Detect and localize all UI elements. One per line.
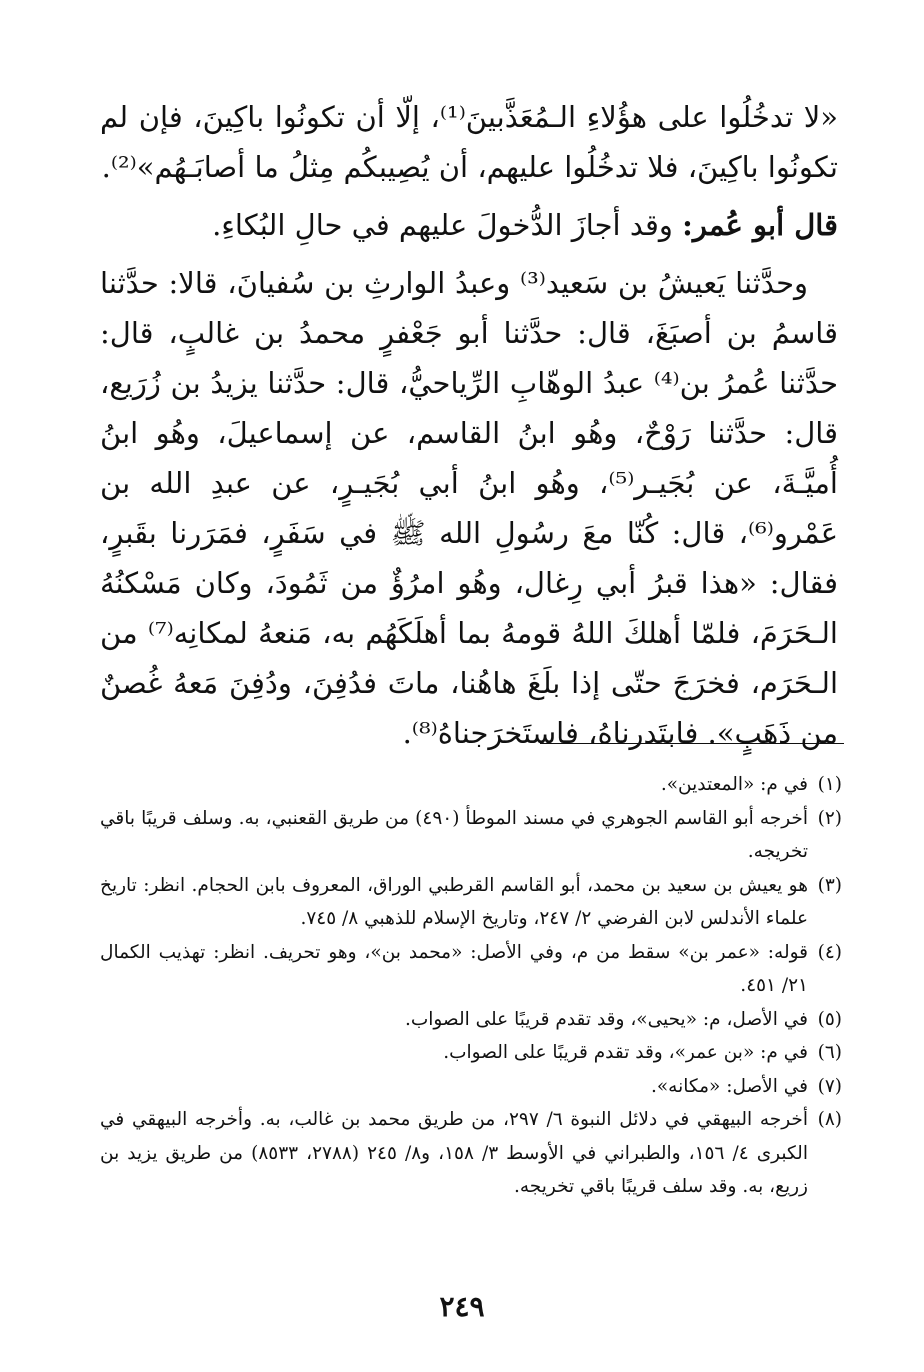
footnote-number: (١) bbox=[817, 774, 842, 795]
footnote-item bbox=[100, 1103, 842, 1204]
footnote-text: في الأصل، م: «يحيى»، وقد تقدم قريبًا على الصواب. bbox=[404, 1008, 808, 1030]
footnote-text: في الأصل: «مكانه». bbox=[650, 1075, 808, 1097]
footnote-number: (٣) bbox=[817, 874, 842, 896]
footnote-item bbox=[100, 1003, 842, 1037]
footnote-item bbox=[100, 869, 842, 936]
paragraph-isnad: وحدَّثنا يَعيشُ بن سَعيد⁽³⁾ وعبدُ الوارثِ بن سُفيانَ، قالا: حدَّثنا قاسمُ بن أصبَغَ، قال: حدَّثنا أبو جَعْفرٍ محمدُ بن غالبٍ، قال: حدَّثنا عُمرُ بن⁽⁴⁾ عبدُ الوهّابِ الرِّياحيُّ، قال: حدَّثنا يزيدُ بن زُرَيع، قال: حدَّثنا رَوْحٌ، وهُو ابنُ القاسم، عن إسماعيلَ، وهُو ابنُ أُميَّـةَ، عن بُجَيـر⁽⁵⁾، وهُو ابنُ أبي بُجَيـرٍ، عن عبدِ الله بن عَمْرو⁽⁶⁾، قال: كُنّا معَ رسُولِ الله ﷺ في سَفَرٍ، فمَرَرنا بقَبرٍ، فقال: «هذا قبرُ أبي رِغال، وهُو امرُؤٌ من ثَمُودَ، وكان مَسْكنُهُ الـحَرَمَ، فلمّا أهلكَ اللهُ قومهُ بما أهلَكَهُم به، مَنعهُ لمكانِه⁽⁷⁾ من الـحَرَم، فخرَجَ حتّى إذا بلَغَ هاهُنا، ماتَ فدُفِنَ، ودُفِنَ مَعهُ غُصنٌ من ذَهَبٍ». فابتَدرناهُ، فاستَخرَجناهُ⁽⁸⁾. bbox=[100, 266, 838, 750]
main-text bbox=[100, 92, 838, 758]
page-number: ٢٤٩ bbox=[439, 1290, 485, 1323]
footnote-text: في م: «بن عمر»، وقد تقدم قريبًا على الصواب. bbox=[443, 1042, 808, 1063]
footnote-item bbox=[100, 936, 842, 1003]
footnote-number: (٥) bbox=[817, 1008, 842, 1030]
footnotes bbox=[100, 768, 842, 1204]
commentary-text: وقد أجازَ الدُّخولَ عليهم في حالِ البُكاءِ. bbox=[212, 208, 673, 242]
footnote-number: (٨) bbox=[817, 1109, 842, 1130]
paragraph-commentary bbox=[100, 200, 838, 250]
footnote-item bbox=[100, 1070, 842, 1104]
footnote-text: أخرجه أبو القاسم الجوهري في مسند الموطأ (٤٩٠) من طريق القعنبي، به. وسلف قريبًا باقي تخريجه. bbox=[100, 807, 808, 862]
footnote-item bbox=[100, 768, 842, 802]
speaker-label: قال أبو عُمر: bbox=[682, 208, 838, 242]
footnote-number: (٦) bbox=[817, 1042, 842, 1063]
footnote-item bbox=[100, 1036, 842, 1070]
paragraph-hadith: «لا تدخُلُوا على هؤُلاءِ الـمُعَذَّبينَ⁽¹⁾، إلّا أن تكونُوا باكِينَ، فإن لم تكونُوا باكِينَ، فلا تدخُلُوا عليهم، أن يُصِيبكُم مِثلُ ما أصابَـهُم»⁽²⁾. bbox=[100, 100, 839, 184]
footnote-separator bbox=[540, 743, 844, 744]
footnote-number: (٤) bbox=[817, 941, 842, 963]
footnote-text: في م: «المعتدين». bbox=[660, 774, 808, 795]
footnote-text: هو يعيش بن سعيد بن محمد، أبو القاسم القرطبي الوراق، المعروف بابن الحجام. انظر: تاريخ علماء الأندلس لابن الفرضي ٢/ ٢٤٧، وتاريخ الإسلام للذهبي ٨/ ٧٤٥. bbox=[100, 874, 808, 929]
footnote-number: (٧) bbox=[817, 1075, 842, 1097]
footnote-item bbox=[100, 802, 842, 869]
footnote-text: أخرجه البيهقي في دلائل النبوة ٦/ ٢٩٧، من طريق محمد بن غالب، به. وأخرجه البيهقي في الكبرى ٤/ ١٥٦، والطبراني في الأوسط ٣/ ١٥٨، و٨/ ٢٤٥ (٢٧٨٨، ٨٥٣٣) من طريق يزيد بن زريع، به. وقد سلف قريبًا باقي تخريجه. bbox=[100, 1109, 808, 1197]
footnote-text: قوله: «عمر بن» سقط من م، وفي الأصل: «محمد بن»، وهو تحريف. انظر: تهذيب الكمال ٢١/ ٤٥١. bbox=[100, 941, 808, 996]
footnote-number: (٢) bbox=[817, 807, 842, 829]
